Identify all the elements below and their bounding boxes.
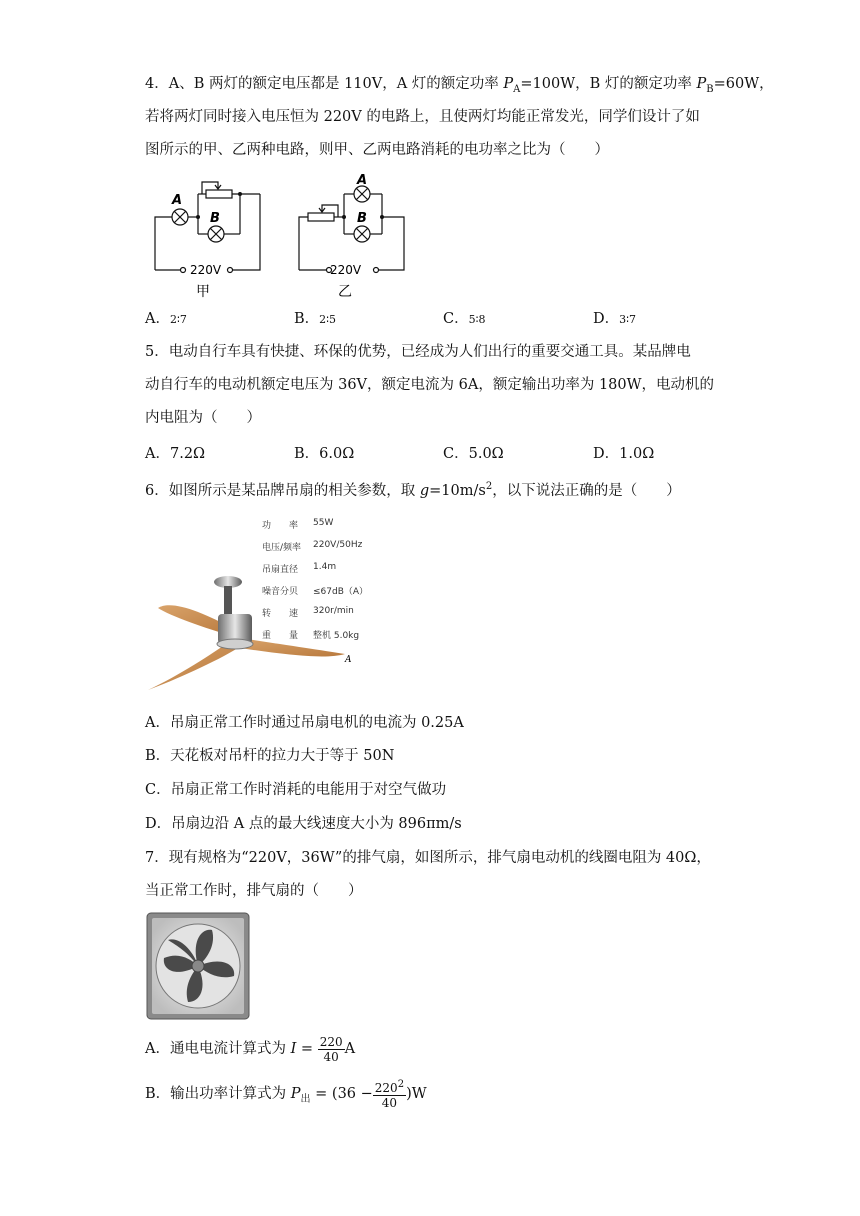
q4-stem-line2: 若将两灯同时接入电压恒为 220V 的电路上，且使两灯均能正常发光，同学们设计了如 <box>145 109 700 125</box>
exhaust-fan-image <box>146 912 250 1020</box>
spec-value: 1.4m <box>313 562 337 572</box>
q4-stem-line3: 图所示的甲、乙两种电路，则甲、乙两电路消耗的电功率之比为（ ） <box>145 142 609 158</box>
spec-label: 噪音分贝 <box>262 587 299 597</box>
q5-option-d: D．1.0Ω <box>593 446 655 462</box>
q4-option-d: D．3∶7 <box>593 311 637 327</box>
lamp-b-label: B <box>210 211 220 226</box>
q4-option-b: B．2∶5 <box>294 311 337 327</box>
q6-stem: 6．如图所示是某品牌吊扇的相关参数，取 $g=10m/s^2$，以下说法正确的是（ ） <box>145 481 681 499</box>
q5-stem-line3: 内电阻为（ ） <box>145 410 261 426</box>
q7-stem-line2: 当正常工作时，排气扇的（ ） <box>145 883 363 899</box>
circuit-diagram-jia <box>150 172 270 302</box>
spec-value: 整机 5.0kg <box>313 631 360 641</box>
q5-stem-line2: 动自行车的电动机额定电压为 36V，额定电流为 6A，额定输出功率为 180W，电动机的 <box>145 377 715 393</box>
circuit-diagram-yi <box>294 172 414 302</box>
q6-option-a: A．吊扇正常工作时通过吊扇电机的电流为 0.25A <box>145 715 464 731</box>
q6-option-d: D．吊扇边沿 A 点的最大线速度大小为 896πm/s <box>145 816 462 832</box>
q4-stem-line1: 4．A、B 两灯的额定电压都是 110V，A 灯的额定功率 $P_A=100W$，B 灯的额定功率 $P_B=60W$， <box>145 76 774 95</box>
q5-option-a: A．7.2Ω <box>145 446 206 462</box>
spec-label: 吊扇直径 <box>262 565 299 575</box>
q6-option-c: C．吊扇正常工作时消耗的电能用于对空气做功 <box>145 782 447 798</box>
q4-option-a: A．2∶7 <box>145 311 187 327</box>
spec-value: ≤67dB（A） <box>313 587 369 597</box>
circuit-caption: 乙 <box>338 284 352 300</box>
q4-option-c: C．5∶8 <box>443 311 486 327</box>
fan-point-a-label: A <box>345 655 352 665</box>
spec-label: 功 率 <box>262 521 299 531</box>
voltage-label: 220V <box>330 263 362 277</box>
lamp-a-label: A <box>172 193 183 208</box>
q5-stem-line1: 5．电动自行车具有快捷、环保的优势，已经成为人们出行的重要交通工具。某品牌电 <box>145 344 691 360</box>
spec-label: 重 量 <box>262 631 299 641</box>
q7-option-b: B．输出功率计算式为 $P_出 = (36$ − $\frac{220^2}{40}$ )W <box>145 1079 427 1110</box>
spec-value: 220V/50Hz <box>313 540 363 550</box>
spec-label: 电压/频率 <box>262 543 302 553</box>
q6-option-b: B．天花板对吊杆的拉力大于等于 50N <box>145 748 395 764</box>
circuit-caption: 甲 <box>196 284 210 300</box>
voltage-label: 220V <box>190 263 222 277</box>
q5-option-b: B．6.0Ω <box>294 446 355 462</box>
q5-option-c: C．5.0Ω <box>443 446 504 462</box>
spec-value: 55W <box>313 518 334 528</box>
q7-option-a: A．通电电流计算式为 I = $\frac{220}{40}$ A <box>145 1034 356 1064</box>
lamp-b-label: B <box>357 211 367 226</box>
spec-value: 320r/min <box>313 606 354 616</box>
ceiling-fan-image <box>140 570 360 695</box>
spec-label: 转 速 <box>262 609 299 619</box>
lamp-a-label: A <box>357 173 368 188</box>
q7-stem-line1: 7．现有规格为“220V，36W”的排气扇，如图所示，排气扇电动机的线圈电阻为 40Ω， <box>145 850 711 866</box>
